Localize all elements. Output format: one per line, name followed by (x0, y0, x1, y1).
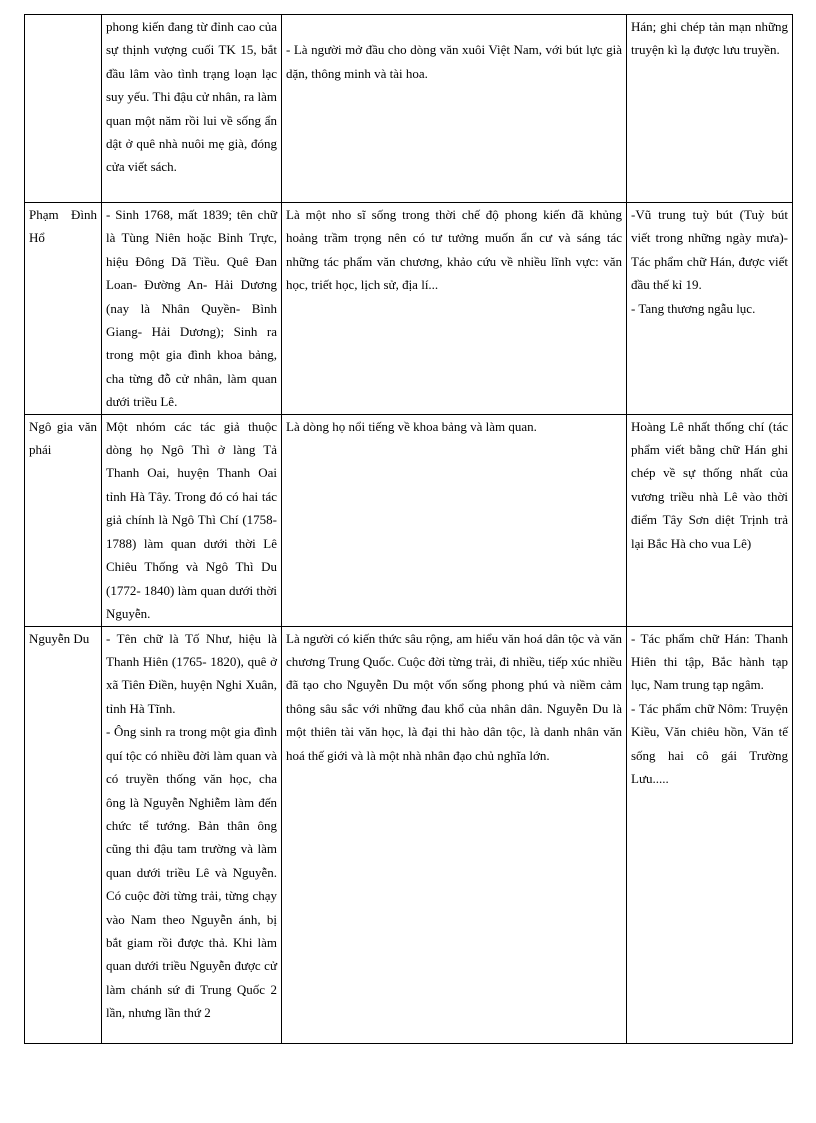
author-works-cell: - Tác phẩm chữ Hán: Thanh Hiên thi tập, Bắc hành tạp lục, Nam trung tạp ngâm. - Tác phẩm chữ Nôm: Truyện Kiều, Văn chiêu hồn, Văn tế sống hai cô gái Trường Lưu..... (627, 626, 793, 1043)
table-row (25, 414, 793, 626)
author-bio-cell: phong kiến đang từ đỉnh cao của sự thịnh vượng cuối TK 15, bắt đầu lâm vào tình trạng loạn lạc suy yếu. Thi đậu cử nhân, ra làm quan một năm rồi lui về sống ẩn dật ở quê nhà nuôi mẹ già, đóng cửa viết sách. (102, 15, 282, 203)
author-works-cell: Hán; ghi chép tản mạn những truyện kì lạ được lưu truyền. (627, 15, 793, 203)
author-works-cell: -Vũ trung tuỳ bút (Tuỳ bút viết trong những ngày mưa)- Tác phẩm chữ Hán, được viết đầu thế kỉ 19. - Tang thương ngẫu lục. (627, 203, 793, 415)
author-name-cell (25, 15, 102, 203)
table-row (25, 626, 793, 1043)
author-assessment-cell: Là một nho sĩ sống trong thời chế độ phong kiến đã khủng hoảng trầm trọng nên có tư tưởng muốn ẩn cư và sáng tác những tác phẩm văn chương, khảo cứu về nhiều lĩnh vực: văn học, triết học, lịch sử, địa lí... (282, 203, 627, 415)
author-assessment-cell: Là người có kiến thức sâu rộng, am hiểu văn hoá dân tộc và văn chương Trung Quốc. Cuộc đời từng trải, đi nhiều, tiếp xúc nhiều đã tạo cho Nguyễn Du một vốn sống phong phú và niềm cảm thông sâu sắc với những đau khổ của nhân dân. Nguyễn Du là một thiên tài văn học, là đại thi hào dân tộc, là danh nhân văn hoá thế giới và là một nhà nhân đạo chủ nghĩa lớn. (282, 626, 627, 1043)
author-works-cell: Hoàng Lê nhất thống chí (tác phẩm viết bằng chữ Hán ghi chép về sự thống nhất của vương triều nhà Lê vào thời điểm Tây Sơn diệt Trịnh trả lại Bắc Hà cho vua Lê) (627, 414, 793, 626)
author-bio-cell: - Tên chữ là Tố Như, hiệu là Thanh Hiên (1765- 1820), quê ở xã Tiên Điền, huyện Nghi Xuân, tỉnh Hà Tĩnh. - Ông sinh ra trong một gia đình quí tộc có nhiều đời làm quan và có truyền thống văn học, cha ông là Nguyễn Nghiễm làm đến chức tể tướng. Bản thân ông cũng thi đậu tam trường và làm quan dưới triều Lê và Nguyễn. Có cuộc đời từng trải, từng chạy vào Nam theo Nguyễn ánh, bị bắt giam rồi được thả. Khi làm quan dưới triều Nguyễn được cử làm chánh sứ đi Trung Quốc 2 lần, nhưng lần thứ 2 (102, 626, 282, 1043)
author-bio-cell: Một nhóm các tác giả thuộc dòng họ Ngô Thì ở làng Tả Thanh Oai, huyện Thanh Oai tỉnh Hà Tây. Trong đó có hai tác giả chính là Ngô Thì Chí (1758- 1788) làm quan dưới thời Lê Chiêu Thống và Ngô Thì Du (1772- 1840) làm quan dưới thời Nguyễn. (102, 414, 282, 626)
author-name-cell: Nguyễn Du (25, 626, 102, 1043)
author-name-cell: Phạm Đình Hổ (25, 203, 102, 415)
author-assessment-cell: Là dòng họ nổi tiếng về khoa bảng và làm quan. (282, 414, 627, 626)
author-assessment-cell: - Là người mở đầu cho dòng văn xuôi Việt Nam, với bút lực già dặn, thông minh và tài hoa. (282, 15, 627, 203)
author-name-cell: Ngô gia văn phái (25, 414, 102, 626)
author-table (24, 14, 793, 1044)
author-bio-cell: - Sinh 1768, mất 1839; tên chữ là Tùng Niên hoặc Bỉnh Trực, hiệu Đông Dã Tiều. Quê Đan Loan- Đường An- Hải Dương (nay là Nhân Quyền- Bình Giang- Hải Dương); Sinh ra trong một gia đình khoa bảng, cha từng đỗ cử nhân, làm quan dưới triều Lê. (102, 203, 282, 415)
table-row (25, 15, 793, 203)
table-row (25, 203, 793, 415)
